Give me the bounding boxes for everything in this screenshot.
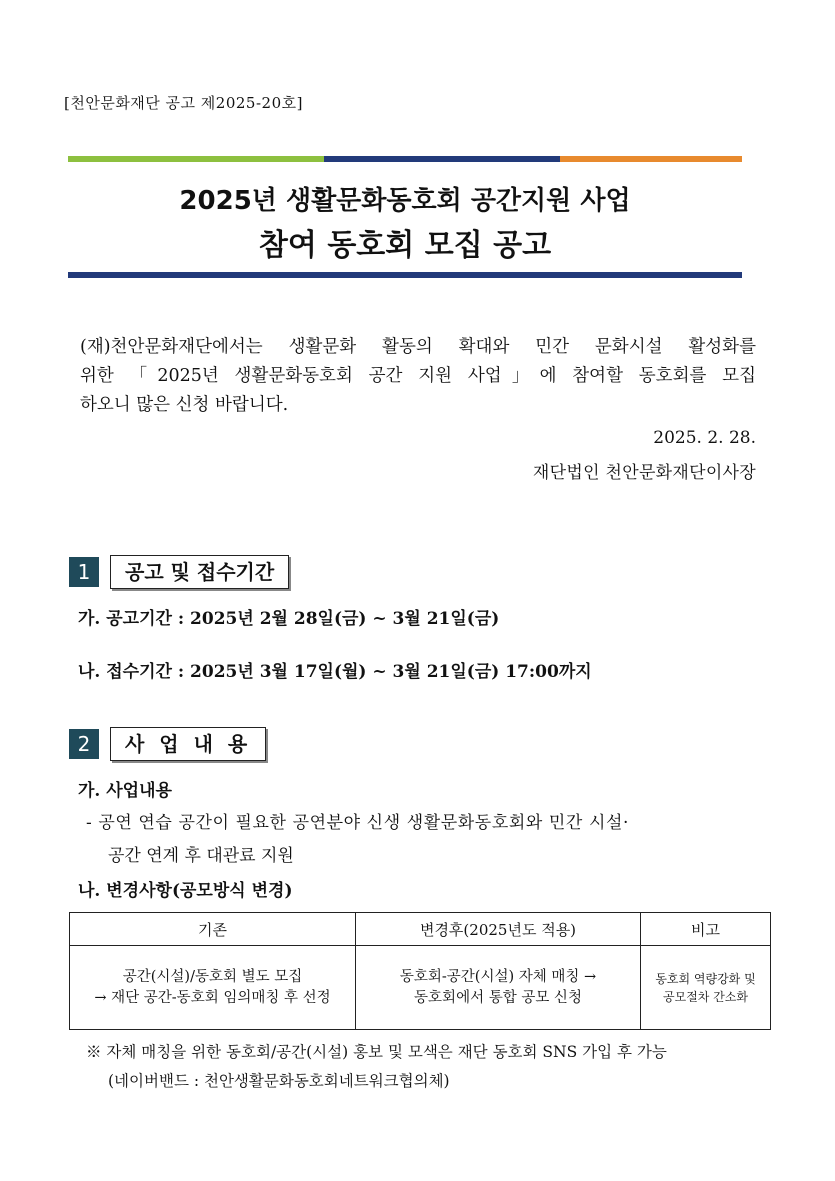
section-title-1: 공고 및 접수기간 [110,555,289,589]
cell-before [70,946,356,1030]
col-header-after: 변경후(2025년도 적용) [356,913,641,946]
footnote-line1: ※ 자체 매칭을 위한 동호회/공간(시설) 홍보 및 모색은 재단 동호회 SNS 가입 후 가능 [86,1043,667,1061]
cell-text: 동호회 역량강화 및 [655,971,756,986]
cell-text: 공간(시설)/동호회 별도 모집 [122,968,303,985]
cell-text: 동호회-공간(시설) 자체 매칭 → [399,968,597,985]
intro-line: (재)천안문화재단에서는 생활문화 활동의 확대와 민간 문화시설 활성화를 [80,337,756,357]
table-header-row [70,913,771,946]
cell-after [356,946,641,1030]
changes-table [69,912,771,1030]
footnote-line2: (네이버밴드 : 천안생활문화동호회네트워크협의체) [108,1072,450,1090]
col-header-note: 비고 [641,913,771,946]
page-title-line1: 2025년 생활문화동호회 공간지원 사업 [179,186,631,216]
notice-number: [천안문화재단 공고 제2025-20호] [64,94,303,112]
cell-note [641,946,771,1030]
top-bar-navy [324,156,560,162]
section-title-2: 사 업 내 용 [110,727,266,761]
business-content-heading: 가. 사업내용 [78,781,172,801]
cell-text: 동호회에서 통합 공모 신청 [414,989,582,1006]
top-bar-orange [560,156,742,162]
bottom-title-bar [68,272,742,278]
section-number-2: 2 [69,729,99,759]
business-description-line2: 공간 연계 후 대관료 지원 [108,846,294,866]
changes-heading: 나. 변경사항(공모방식 변경) [78,881,293,901]
intro-paragraph [80,333,756,420]
table-row [70,946,771,1030]
top-color-bar [68,156,742,162]
col-header-before: 기존 [70,913,356,946]
intro-line: 하오니 많은 신청 바랍니다. [80,395,289,415]
notice-period: 가. 공고기간 : 2025년 2월 28일(금) ~ 3월 21일(금) [78,609,500,629]
intro-line: 위한 「2025년 생활문화동호회 공간 지원 사업」에 참여할 동호회를 모집 [80,366,756,386]
cell-text: → 재단 공간-동호회 임의매칭 후 선정 [94,989,331,1006]
notice-date: 2025. 2. 28. [653,428,756,448]
cell-text: 공모절차 간소화 [663,989,748,1004]
business-description-line1: - 공연 연습 공간이 필요한 공연분야 신생 생활문화동호회와 민간 시설· [86,813,629,833]
submission-period: 나. 접수기간 : 2025년 3월 17일(월) ~ 3월 21일(금) 17:00까지 [78,662,592,682]
signer: 재단법인 천안문화재단이사장 [532,463,756,483]
section-number-1: 1 [69,557,99,587]
page-title-line2: 참여 동호회 모집 공고 [258,228,552,263]
top-bar-green [68,156,324,162]
